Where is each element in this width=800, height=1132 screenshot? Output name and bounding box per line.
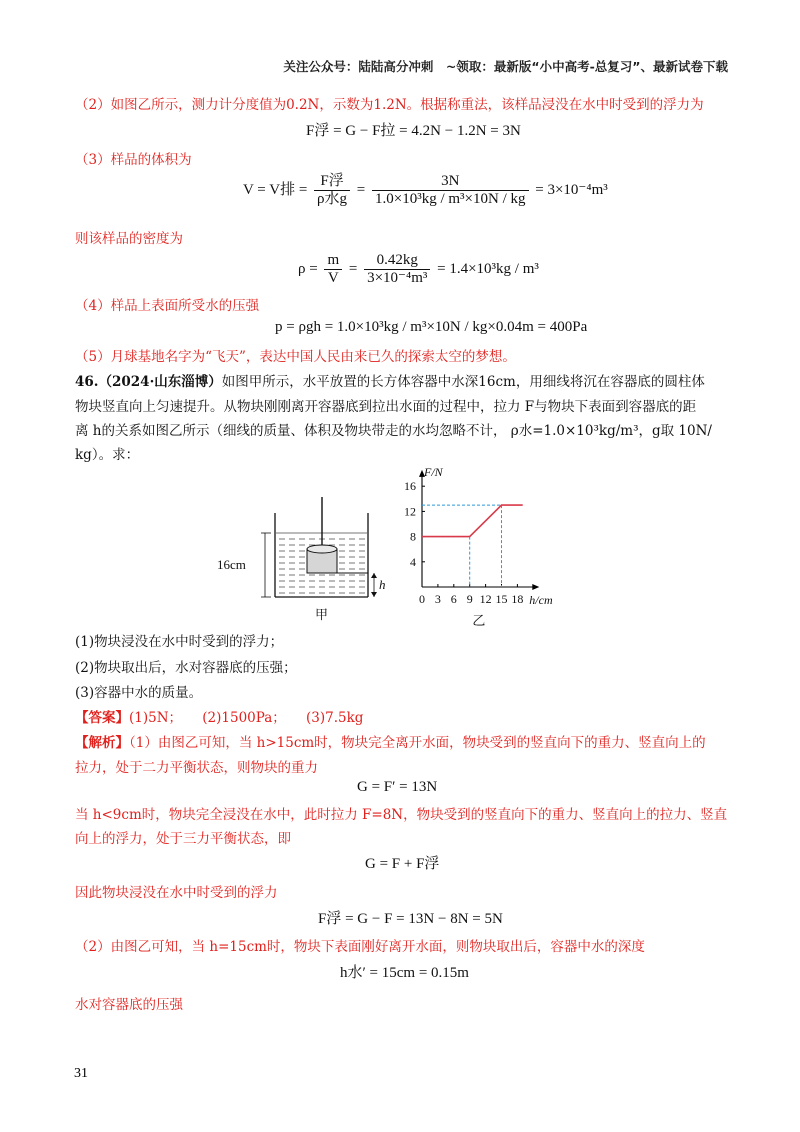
ask-2: (2)物块取出后，水对容器底的压强； xyxy=(75,660,297,676)
equation-density: ρ = $\frac{m}{V}$ = $\frac{0.42kg}{\text{3×10⁻⁴m³}}$ = 1.4×10³kg / m³ xyxy=(298,252,539,286)
depth-label: 16cm xyxy=(217,557,246,572)
solution-line-3: （3）样品的体积为 xyxy=(75,152,192,168)
equation-buoyancy: F浮 = G − F拉 = 4.2N − 1.2N = 3N xyxy=(306,123,521,139)
answer-tag: 【答案】 xyxy=(75,710,129,726)
ask-3: (3)容器中水的质量。 xyxy=(75,685,203,701)
y-tick-label: 12 xyxy=(404,504,416,519)
equation-volume: V = V排 = $\frac{\text{F浮}}{\text{ρ水g}}$ = $\frac{3N}{\text{1.0×10³kg / m³×10N / kg}}$ = 3×10⁻⁴m³ xyxy=(243,173,608,207)
x-tick-label: 12 xyxy=(479,592,492,606)
equation-gravity: G = F′ = 13N xyxy=(357,779,438,795)
figure-jia xyxy=(215,485,400,625)
solution-line-5: （5）月球基地名字为“飞天”，表达中国人民由来已久的探索太空的梦想。 xyxy=(75,349,516,365)
question-source: （2024·山东淄博） xyxy=(98,374,222,390)
x-tick-label: 0 xyxy=(419,592,425,606)
solution-line-2: （2）如图乙所示，测力计分度值为0.2N，示数为1.2N。根据称重法，该样品浸没在水中时受到的浮力为 xyxy=(75,97,704,113)
y-axis-label: F/N xyxy=(424,464,443,479)
x-axis-label: h/cm xyxy=(529,593,553,607)
question-46-line-2: 物块竖直向上匀速提升。从物块刚刚离开容器底到拉出水面的过程中，拉力 F与物块下表面到容器底的距 xyxy=(75,399,697,415)
x-axis-arrow xyxy=(532,584,539,590)
x-tick-label: 9 xyxy=(466,592,473,606)
equation-pressure: p = ρgh = 1.0×10³kg / m³×10N / kg×0.04m = 400Pa xyxy=(275,319,588,335)
x-tick-label: 3 xyxy=(434,592,441,606)
equation-buoyancy-result: F浮 = G − F = 13N − 8N = 5N xyxy=(318,911,503,927)
figure-caption-jia: 甲 xyxy=(315,607,329,622)
analysis-line-6: （2）由图乙可知，当 h=15cm时，物块下表面刚好离开水面，则物块取出后，容器中水的深度 xyxy=(75,939,645,955)
analysis-tag: 【解析】 xyxy=(75,735,129,751)
equation-force-balance: G = F + F浮 xyxy=(365,856,440,872)
y-tick-label: 16 xyxy=(404,479,416,494)
analysis-line-3: 当 h<9cm时，物块完全浸没在水中，此时拉力 F=8N，物块受到的竖直向下的重力、竖直向上的拉力、竖直 xyxy=(75,807,728,823)
x-tick-label: 6 xyxy=(450,592,457,606)
y-tick-label: 8 xyxy=(410,529,416,544)
h-label: h xyxy=(379,577,386,592)
figure-yi-chart xyxy=(400,462,590,632)
x-tick-label: 15 xyxy=(495,592,508,606)
question-46-line-3: 离 h的关系如图乙所示（细线的质量、体积及物块带走的水均忽略不计， ρ水=1.0×10³kg/m³，g取 10N/ xyxy=(75,423,712,439)
y-tick-label: 4 xyxy=(410,554,416,569)
question-46-line-4: kg）。求： xyxy=(75,447,140,463)
page-header: 关注公众号：陆陆高分冲刺 ~领取：最新版“小中高考-总复习”、最新试卷下载 xyxy=(283,59,728,74)
analysis-line-5: 因此物块浸没在水中时受到的浮力 xyxy=(75,885,278,901)
container-diagram xyxy=(217,497,386,622)
ask-1: (1)物块浸没在水中时受到的浮力； xyxy=(75,634,284,650)
solution-line-3b: 则该样品的密度为 xyxy=(75,231,183,247)
x-tick-label: 18 xyxy=(511,592,524,606)
analysis-line-2: 拉力，处于二力平衡状态，则物块的重力 xyxy=(75,760,318,776)
force-series-line xyxy=(422,505,523,536)
analysis-line-1: 【解析】（1）由图乙可知，当 h>15cm时，物块完全离开水面，物块受到的竖直向下的重力、竖直向上的 xyxy=(75,735,706,751)
solution-line-4: （4）样品上表面所受水的压强 xyxy=(75,298,260,314)
analysis-line-7: 水对容器底的压强 xyxy=(75,997,183,1013)
equation-water-depth: h水′ = 15cm = 0.15m xyxy=(340,965,469,981)
figure-caption-yi: 乙 xyxy=(472,613,486,628)
page-number: 31 xyxy=(74,1066,88,1081)
analysis-line-4: 向上的浮力，处于三力平衡状态，即 xyxy=(75,831,291,847)
answer-line: 【答案】(1)5N； (2)1500Pa； (3)7.5kg xyxy=(75,710,364,726)
question-46-line-1: 46.（2024·山东淄博）如图甲所示，水平放置的长方体容器中水深16cm，用细线将沉在容器底的圆柱体 xyxy=(75,374,705,390)
question-number: 46. xyxy=(75,374,99,390)
